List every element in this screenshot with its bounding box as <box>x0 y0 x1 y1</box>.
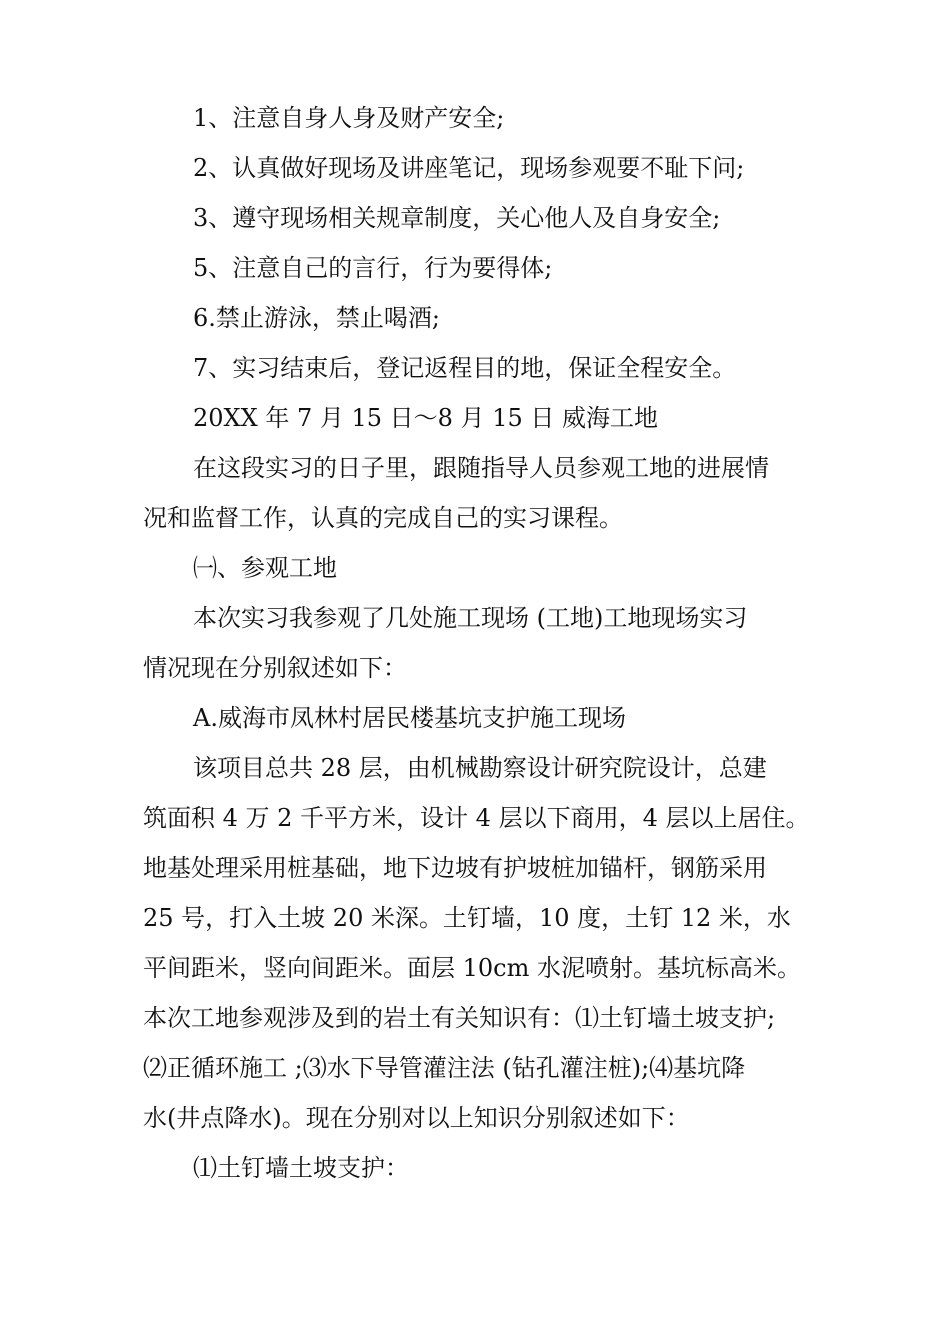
site-description-line: 本次工地参观涉及到的岩土有关知识有：⑴土钉墙土坡支护; <box>143 1004 776 1032</box>
section-heading: ㈠、参观工地 <box>193 554 337 582</box>
site-heading: A.威海市凤林村居民楼基坑支护施工现场 <box>193 704 626 732</box>
site-description-line: 地基处理采用桩基础，地下边坡有护坡桩加锚杆，钢筋采用 <box>143 854 767 882</box>
site-description-line: 水(井点降水)。现在分别对以上知识分别叙述如下： <box>143 1104 690 1132</box>
site-description-line: 平间距米，竖向间距米。面层 10cm 水泥喷射。基坑标高米。 <box>143 954 801 982</box>
intro-paragraph-line: 况和监督工作，认真的完成自己的实习课程。 <box>143 504 623 532</box>
site-description-line: ⑵正循环施工 ;⑶水下导管灌注法 (钻孔灌注桩);⑷基坑降 <box>143 1054 746 1082</box>
list-item: 5、注意自己的言行，行为要得体; <box>193 254 553 282</box>
site-description-line: 该项目总共 28 层，由机械勘察设计研究院设计，总建 <box>193 754 767 782</box>
site-description-line: 筑面积 4 万 2 千平方米，设计 4 层以下商用，4 层以上居住。 <box>143 804 810 832</box>
list-item: 6.禁止游泳，禁止喝酒; <box>193 304 440 332</box>
list-item: 3、遵守现场相关规章制度，关心他人及自身安全; <box>193 204 721 232</box>
list-item: 1、注意自身人身及财产安全; <box>193 104 505 132</box>
intro-paragraph-line: 在这段实习的日子里，跟随指导人员参观工地的进展情 <box>193 454 769 482</box>
document-body <box>143 93 808 1193</box>
date-location-line: 20XX 年 7 月 15 日～8 月 15 日 威海工地 <box>193 404 658 432</box>
list-item: 2、认真做好现场及讲座笔记，现场参观要不耻下问; <box>193 154 745 182</box>
section-intro-line: 本次实习我参观了几处施工现场 (工地)工地现场实习 <box>193 604 748 632</box>
site-description-line: 25 号，打入土坡 20 米深。土钉墙，10 度，土钉 12 米，水 <box>143 904 791 932</box>
subheading: ⑴土钉墙土坡支护： <box>193 1154 409 1182</box>
list-item: 7、实习结束后，登记返程目的地，保证全程安全。 <box>193 354 737 382</box>
section-intro-line: 情况现在分别叙述如下： <box>143 654 407 682</box>
